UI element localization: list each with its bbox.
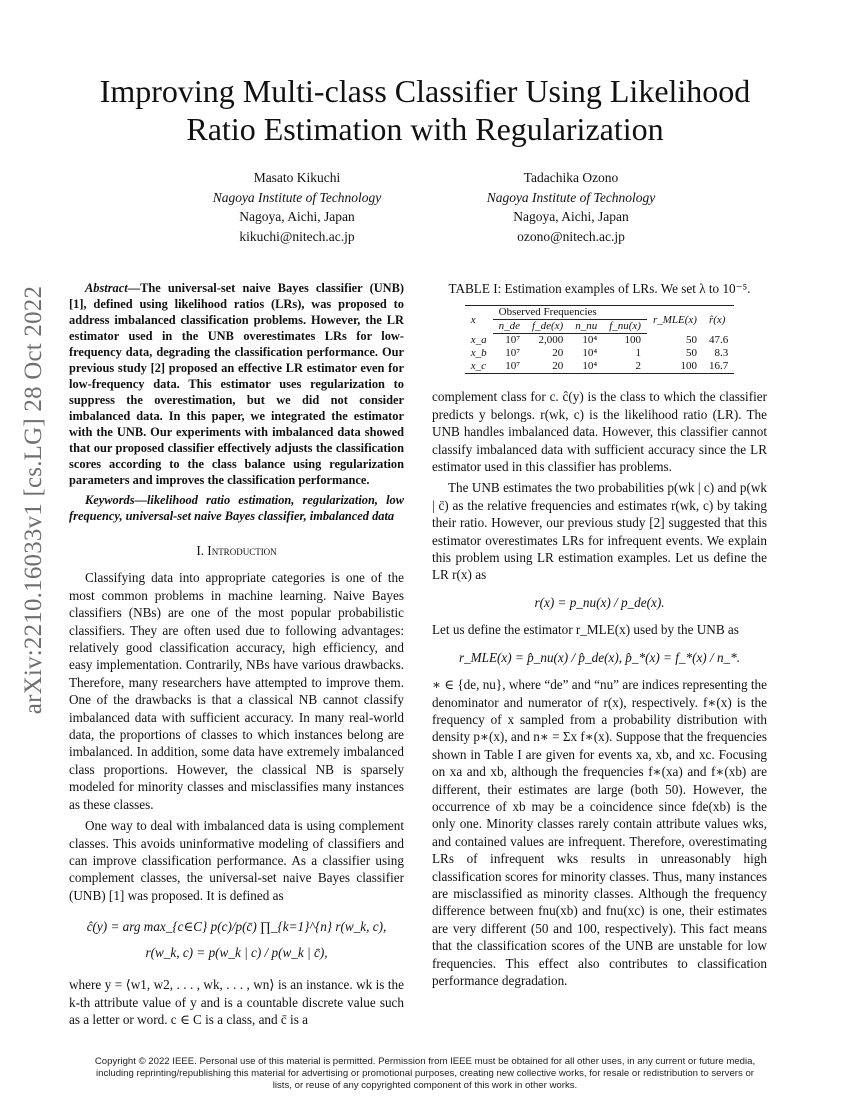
- table-cell: 10⁷: [505, 347, 521, 360]
- author-name: Tadachika Ozono: [523, 170, 619, 185]
- author-email: ozono@nitech.ac.jp: [517, 228, 625, 244]
- table-cell: 1: [635, 347, 641, 360]
- intro-paragraph-1: Classifying data into appropriate categories is one of the most common problems in machine learning. Naive Bayes classifiers (NBs) are one of the most popular probabilistic classifiers. They are often used due to following advantages: relatively good classification accuracy, high efficiency, and easy implementation. Contrarily, NBs have various drawbacks. Therefore, many researchers have attempted to improve them. One of the drawbacks is that a classical NB cannot classify imbalanced data with sufficient accuracy. In many real-world data, the proportions of classes to which instances belong are imbalanced. In addition, some data have extremely imbalanced class proportions. However, the classical NB is sparsely modeled for minority classes and misclassifies many instances as these classes.: [69, 570, 404, 812]
- table-cell: 20: [552, 347, 564, 360]
- keywords-label: Keywords: [85, 493, 135, 507]
- equation-1-line-1: ĉ(y) = arg max_{c∈C} p(c)/p(c̄) ∏_{k=1}^{n} r(w_k, c),: [86, 919, 387, 935]
- arxiv-identifier: [8, 285, 60, 715]
- author-location: Nagoya, Aichi, Japan: [239, 209, 355, 224]
- intro-paragraph-3: where y = ⟨w1, w2, . . . , wk, . . . , wn⟩ is an instance. wk is the k-th attribute value of y and is a countable discrete value such as a letter or word. c ∈ C is a class, and c̄ is a: [69, 977, 404, 1027]
- table-cell: 10⁴: [569, 360, 603, 374]
- table-caption: TABLE I: Estimation examples of LRs. We set λ to 10⁻⁵.: [448, 281, 751, 296]
- copyright-footer: Copyright © 2022 IEEE. Personal use of this material is permitted. Permission from IEEE must be obtained for all other uses, in any current or future media, including reprinting/republishing this material for advertising or promotional purposes, creating new collective works, for resale or redistribution to servers or lists, or reuse of any copyrighted component of this work in other works.: [94, 1056, 756, 1091]
- table-cell: 50: [685, 347, 697, 360]
- author-name: Masato Kikuchi: [253, 170, 341, 185]
- table-row: [465, 360, 734, 374]
- right-paragraph-1: complement class for c. ĉ(y) is the class to which the classifier predicts y belongs. r(wk, c) is the likelihood ratio (LR). The UNB handles imbalanced data. However, this classifier cannot classify imbalanced data with sufficient accuracy since the LR estimator used in this classifier has problems.: [432, 389, 767, 475]
- right-paragraph-3: ∗ ∈ {de, nu}, where “de” and “nu” are indices representing the denominator and numerator of r(x), respectively. f∗(x) is the frequency of x sampled from a probability distribution with density p∗(x), and n∗ = Σx f∗(x). Suppose that the frequencies shown in Table I are given for events xa, xb, and xc. Focusing on xa and xb, although the frequencies f∗(xa) and f∗(xb) are different, their estimates are large (both 50). However, the occurrence of xb may be a coincidence since fde(xb) is the only one. Minority classes rarely contain attribute values wks, and contained values are infrequent. Therefore, overestimating LRs of infrequent wks results in unreasonably high classification scores for minority classes. Thus, many instances are misclassified as minority classes. Although the frequency difference between fnu(xb) and fnu(xc) is one, their estimates are very different (50 and 100, respectively). This fact means that the classification scores of the UNB are unstable for low frequencies. This effect also contributes to classification performance degradation.: [432, 677, 767, 988]
- author-email: kikuchi@nitech.ac.jp: [239, 228, 355, 244]
- table-cell: x_c: [465, 360, 493, 374]
- table-cell: 10⁷: [505, 334, 521, 347]
- table-cell: 100: [647, 360, 703, 374]
- table-cell: 2: [603, 360, 647, 374]
- equation-1: [69, 914, 404, 966]
- abstract: [69, 280, 404, 488]
- left-column: [69, 280, 404, 1032]
- right-column: [432, 280, 767, 993]
- abstract-text: —The universal-set naive Bayes classifier (UNB) [1], defined using likelihood ratios (LRs), was proposed to address imbalanced classification problems. However, the LR estimator used in the UNB overestimates LRs for low-frequency data, degrading the classification performance. Our previous study [2] proposed an effective LR estimator even for low-frequency data. This estimator uses regularization to suppress the overestimation, but we did not consider imbalanced data. In this paper, we integrated the estimator with the UNB. Our experiments with imbalanced data showed that our proposed classifier effectively adjusts the classification scores according to the class balance using regularization parameters and improves the classification performance.: [69, 281, 404, 487]
- table-header-x: x: [465, 306, 493, 334]
- keywords-text: —likelihood ratio estimation, regularization, low frequency, universal-set naive Bayes classifier, imbalanced data: [69, 493, 404, 523]
- estimation-table: [465, 305, 734, 374]
- right-paragraph-2: The UNB estimates the two probabilities p(wk | c) and p(wk | c̄) as the relative frequencies and estimates r(wk, c) by taking their ratio. However, our previous study [2] suggested that this estimator overestimates LRs for infrequent events. We explain this problem using LR estimation examples. Let us define the LR r(x) as: [432, 480, 767, 583]
- abstract-label: Abstract: [85, 281, 128, 295]
- table-cell: 2,000: [538, 334, 564, 347]
- author-block-2: [446, 168, 696, 246]
- table-header-mle: r_MLE(x): [647, 306, 703, 334]
- table-cell: 8.3: [714, 347, 729, 360]
- table-row: [465, 347, 734, 360]
- table-header-n-de: n_de: [493, 320, 526, 334]
- table-header-n-nu: n_nu: [569, 320, 603, 334]
- equation-2: r(x) = p_nu(x) / p_de(x).: [534, 594, 665, 610]
- author-affiliation: Nagoya Institute of Technology: [212, 189, 382, 205]
- author-affiliation: Nagoya Institute of Technology: [486, 189, 656, 205]
- author-block-1: [172, 168, 422, 246]
- table-cell: x_a: [470, 334, 487, 347]
- table-cell: 47.6: [708, 334, 729, 347]
- table-header-f-nu: f_nu(x): [603, 320, 647, 334]
- table-cell: x_b: [470, 347, 487, 360]
- right-paragraph-mid: Let us define the estimator r_MLE(x) used by the UNB as: [432, 622, 739, 638]
- paper-title: Improving Multi-class Classifier Using Likelihood Ratio Estimation with Regularization: [99, 73, 751, 147]
- keywords: [69, 492, 404, 524]
- author-location: Nagoya, Aichi, Japan: [513, 209, 629, 224]
- equation-1-line-2: r(w_k, c) = p(w_k | c) / p(w_k | c̄),: [145, 945, 328, 961]
- table-cell: 10⁷: [493, 360, 526, 374]
- table-header-f-de: f_de(x): [526, 320, 569, 334]
- intro-paragraph-2: One way to deal with imbalanced data is using complement classes. This avoids uninformative modeling of classifiers and can improve classification performance. As a classifier using complement classes, the universal-set naive Bayes classifier (UNB) [1] was proposed. It is defined as: [69, 818, 404, 903]
- table-cell: 20: [526, 360, 569, 374]
- equation-3: r_MLE(x) = p̂_nu(x) / p̂_de(x), p̂_*(x) = f_*(x) / n_*.: [458, 649, 741, 665]
- section-heading: I. Introduction: [196, 543, 277, 558]
- table-cell: 16.7: [703, 360, 734, 374]
- table-header-hat: r̂(x): [703, 306, 734, 334]
- arxiv-id-text: arXiv:2210.16033v1 [cs.LG] 28 Oct 2022: [20, 285, 47, 715]
- table-row: [465, 334, 734, 348]
- table-cell: 50: [685, 334, 697, 347]
- table-cell: 100: [624, 334, 641, 347]
- table-cell: 10⁴: [582, 347, 598, 360]
- table-group-header: Observed Frequencies: [493, 306, 647, 320]
- table-cell: 10⁴: [582, 334, 598, 347]
